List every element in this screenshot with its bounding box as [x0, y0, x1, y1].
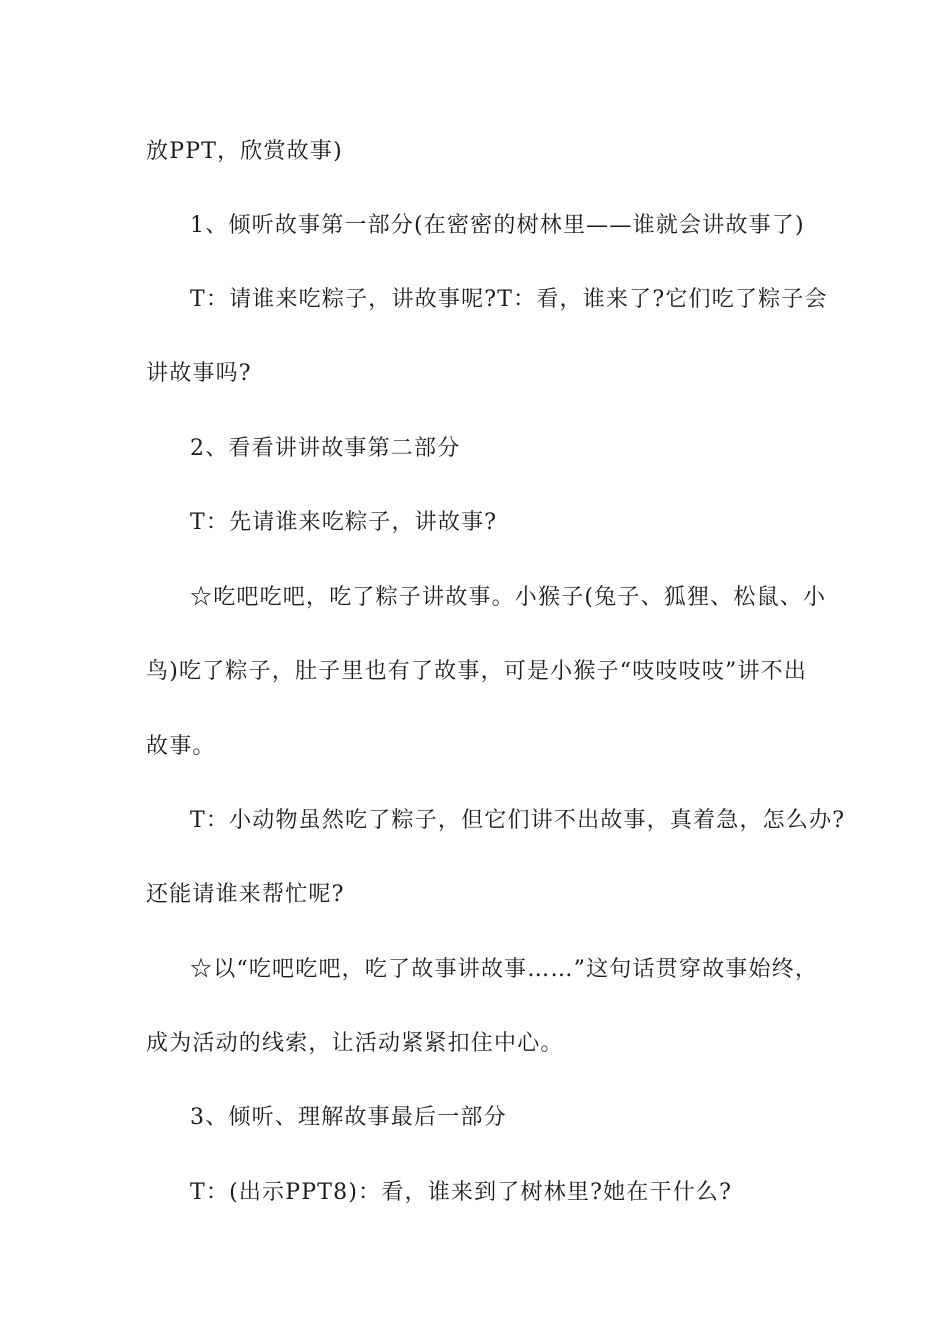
text-line: T：先请谁来吃粽子，讲故事? — [190, 510, 498, 535]
text-line: T：(出示PPT8)：看，谁来到了树林里?她在干什么? — [190, 1180, 733, 1205]
section-heading: 1、倾听故事第一部分(在密密的树林里——谁就会讲故事了) — [190, 213, 805, 238]
text-line: 故事。 — [146, 734, 216, 759]
section-heading: 3、倾听、理解故事最后一部分 — [190, 1105, 507, 1130]
text-line: 成为活动的线索，让活动紧紧扣住中心。 — [146, 1031, 564, 1056]
text-line: 讲故事吗? — [146, 361, 252, 386]
text-line: ☆吃吧吃吧，吃了粽子讲故事。小猴子(兔子、狐狸、松鼠、小 — [190, 585, 827, 610]
text-line: 还能请谁来帮忙呢? — [146, 882, 345, 907]
text-line: 放PPT，欣赏故事) — [146, 139, 343, 164]
text-line: ☆以“吃吧吃吧，吃了故事讲故事……”这句话贯穿故事始终， — [190, 957, 819, 982]
text-line: T：请谁来吃粽子，讲故事呢?T：看，谁来了?它们吃了粽子会 — [190, 287, 828, 312]
text-line: 鸟)吃了粽子，肚子里也有了故事，可是小猴子“吱吱吱吱”讲不出 — [146, 659, 808, 684]
text-line: T：小动物虽然吃了粽子，但它们讲不出故事，真着急，怎么办? — [190, 808, 846, 833]
section-heading: 2、看看讲讲故事第二部分 — [190, 436, 461, 461]
